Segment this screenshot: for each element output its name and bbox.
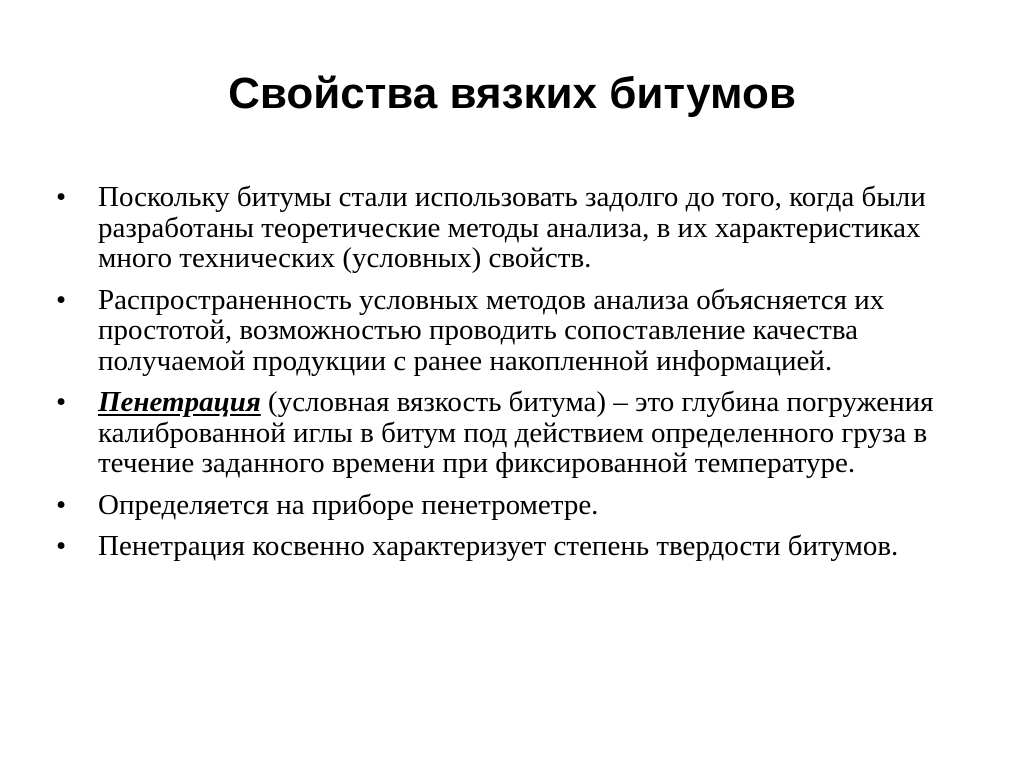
bullet-marker: • [56,181,67,213]
term-penetration: Пенетрация [98,386,261,418]
slide-title: Свойства вязких битумов [228,69,796,118]
bullet-list [56,182,956,573]
bullet-item [56,285,956,377]
bullet-text: Пенетрация косвенно характеризует степень твердости битумов. [98,530,899,562]
bullet-marker: • [56,488,67,521]
bullet-item [56,387,956,479]
bullet-marker: • [56,530,67,562]
bullet-marker: • [56,283,67,316]
bullet-text: Распространенность условных методов анализа объясняется их простотой, возможностью проводить сопоставление качества получаемой продукции с ранее накопленной информацией. [98,283,885,377]
bullet-text: Определяется на приборе пенетрометре. [98,488,599,521]
bullet-item [56,490,956,521]
bullet-item [56,182,956,274]
bullet-text: Поскольку битумы стали использовать задолго до того, когда были разработаны теоретические методы анализа, в их характеристиках много технических (условных) свойств. [98,181,926,274]
bullet-item [56,531,956,562]
bullet-marker: • [56,386,67,418]
bullet-text: (условная вязкость битума) – это глубина погружения калиброванной иглы в битум под действием определенного груза в течение заданного времени при фиксированной температуре. [98,386,934,479]
